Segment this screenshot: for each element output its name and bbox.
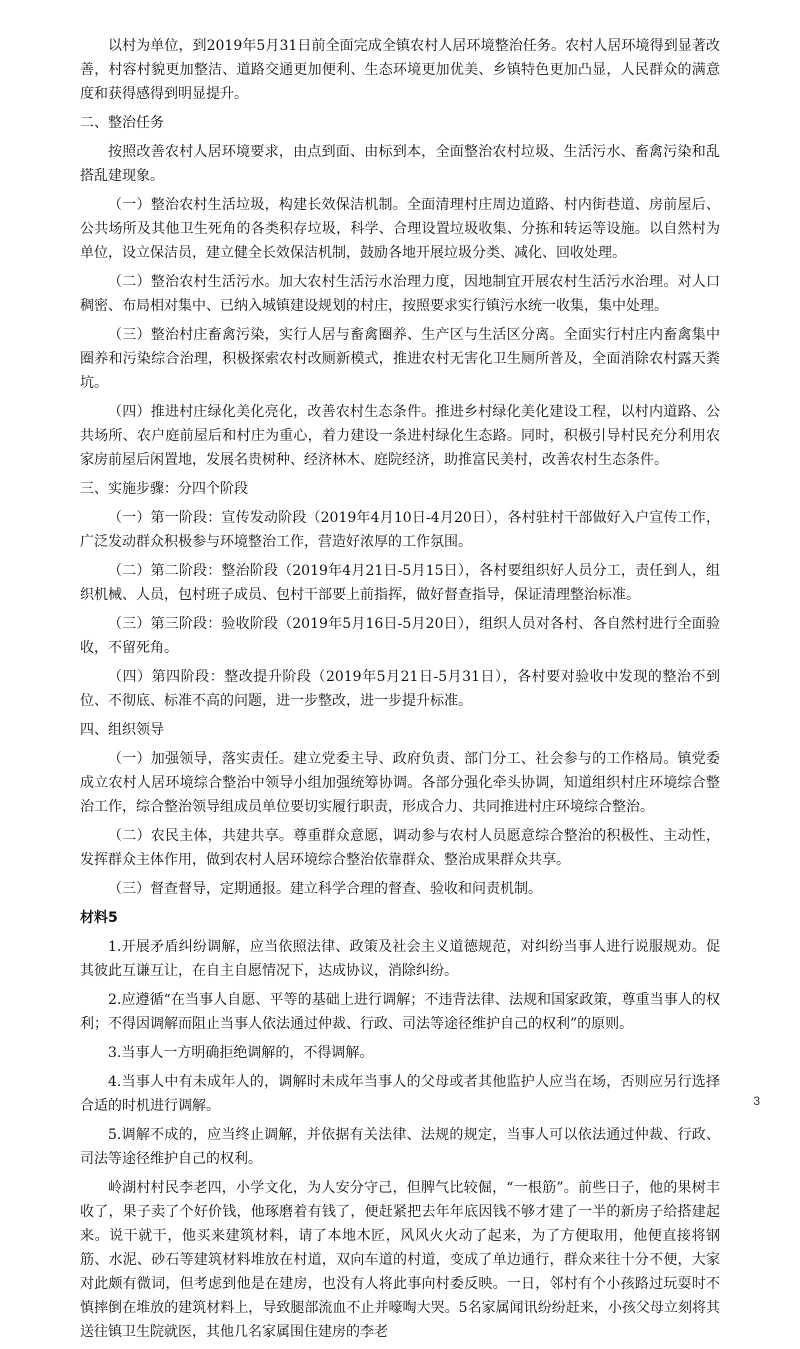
paragraph: （二）整治农村生活污水。加大农村生活污水治理力度，因地制宜开展农村生活污水治理。对人口稠密、布局相对集中、已纳入城镇建设规划的村庄，按照要求实行镇污水统一收集，集中处理。 — [80, 274, 720, 314]
section-heading: 二、整治任务 — [80, 115, 164, 131]
paragraph: （四）推进村庄绿化美化亮化，改善农村生态条件。推进乡村绿化美化建设工程，以村内道路、公共场所、农户庭前屋后和村庄为重心，着力建设一条进村绿化生态路。同时，积极引导村民充分利用农家房前屋后闲置地，发展名贵树种、经济林木、庭院经济，助推富民美村，改善农村生态条件。 — [80, 404, 720, 468]
paragraph: 4.当事人中有未成年人的，调解时未成年当事人的父母或者其他监护人应当在场，否则应另行选择合适的时机进行调解。 — [80, 1074, 720, 1114]
material-heading: 材料5 — [80, 910, 118, 926]
paragraph: 岭湖村村民李老四，小学文化，为人安分守己，但脾气比较倔，“一根筋”。前些日子，他的果树丰收了，果子卖了个好价钱，他琢磨着有钱了，便赶紧把去年年底因钱不够才建了一半的新房子给搭建起来。说干就干，他买来建筑材料，请了本地木匠，风风火火动了起来，为了方便取用，他便直接将钢筋、水泥、砂石等建筑材料堆放在村道，双向车道的村道，变成了单边通行，群众来往十分不便，大家对此颇有微词，但考虑到他是在建房，也没有人将此事向村委反映。一日，邻村有个小孩路过玩耍时不慎摔倒在堆放的建筑材料上，导致腿部流血不止并嚎啕大哭。5名家属闻讯纷纷赶来，小孩父母立刻将其送往镇卫生院就医，其他几名家属围住建房的李老 — [80, 1180, 720, 1340]
paragraph: 以村为单位，到2019年5月31日前全面完成全镇农村人居环境整治任务。农村人居环境得到显著改善，村容村貌更加整洁、道路交通更加便利、生态环境更加优美、乡镇特色更加凸显，人民群众的满意度和获得感得到明显提升。 — [80, 38, 720, 102]
paragraph: 按照改善农村人居环境要求，由点到面、由标到本，全面整治农村垃圾、生活污水、畜禽污染和乱搭乱建现象。 — [80, 144, 720, 184]
paragraph: （三）督查督导，定期通报。建立科学合理的督查、验收和问责机制。 — [108, 881, 542, 897]
paragraph: 3.当事人一方明确拒绝调解的，不得调解。 — [108, 1045, 374, 1061]
paragraph: （一）加强领导，落实责任。建立党委主导、政府负责、部门分工、社会参与的工作格局。镇党委成立农村人居环境综合整治中领导小组加强统筹协调。各部分强化牵头协调，知道组织村庄环境综合整治工作，综合整治领导组成员单位要切实履行职责，形成合力、共同推进村庄环境综合整治。 — [80, 751, 720, 815]
paragraph: （四）第四阶段：整改提升阶段（2019年5月21日-5月31日），各村要对验收中发现的整治不到位、不彻底、标准不高的问题，进一步整改，进一步提升标准。 — [80, 669, 720, 709]
section-heading: 三、实施步骤：分四个阶段 — [80, 481, 248, 497]
paragraph: （二）农民主体，共建共享。尊重群众意愿，调动参与农村人员愿意综合整治的积极性、主动性，发挥群众主体作用，做到农村人居环境综合整治依靠群众、整治成果群众共享。 — [80, 828, 720, 868]
paragraph: （二）第二阶段：整治阶段（2019年4月21日-5月15日），各村要组织好人员分工，责任到人，组织机械、人员，包村班子成员、包村干部要上前指挥，做好督查指导，保证清理整治标准。 — [80, 563, 720, 603]
paragraph: （三）第三阶段：验收阶段（2019年5月16日-5月20日），组织人员对各村、各自然村进行全面验收，不留死角。 — [80, 616, 720, 656]
paragraph: （一）第一阶段：宣传发动阶段（2019年4月10日-4月20日），各村驻村干部做好入户宣传工作，广泛发动群众积极参与环境整治工作，营造好浓厚的工作氛围。 — [80, 510, 720, 550]
paragraph: 5.调解不成的，应当终止调解，并依据有关法律、法规的规定，当事人可以依法通过仲裁、行政、司法等途径维护自己的权利。 — [80, 1127, 720, 1167]
paragraph: （一）整治农村生活垃圾，构建长效保洁机制。全面清理村庄周边道路、村内街巷道、房前屋后、公共场所及其他卫生死角的各类积存垃圾，科学、合理设置垃圾收集、分拣和转运等设施。以自然村为单位，设立保洁员，建立健全长效保洁机制，鼓励各地开展垃圾分类、减化、回收处理。 — [80, 197, 720, 261]
paragraph: 1.开展矛盾纠纷调解，应当依照法律、政策及社会主义道德规范，对纠纷当事人进行说服规劝。促其彼此互谦互让，在自主自愿情况下，达成协议，消除纠纷。 — [80, 939, 720, 979]
section-heading: 四、组织领导 — [80, 722, 164, 738]
paragraph: 2.应遵循“在当事人自愿、平等的基础上进行调解；不违背法律、法规和国家政策，尊重当事人的权利；不得因调解而阻止当事人依法通过仲裁、行政、司法等途径维护自己的权利”的原则。 — [80, 992, 720, 1032]
document-body — [80, 34, 720, 1349]
paragraph: （三）整治村庄畜禽污染，实行人居与畜禽圈养、生产区与生活区分离。全面实行村庄内畜禽集中圈养和污染综合治理，积极探索农村改厕新模式，推进农村无害化卫生厕所普及，全面消除农村露天粪坑。 — [80, 327, 720, 391]
page-number: 3 — [753, 1094, 760, 1108]
